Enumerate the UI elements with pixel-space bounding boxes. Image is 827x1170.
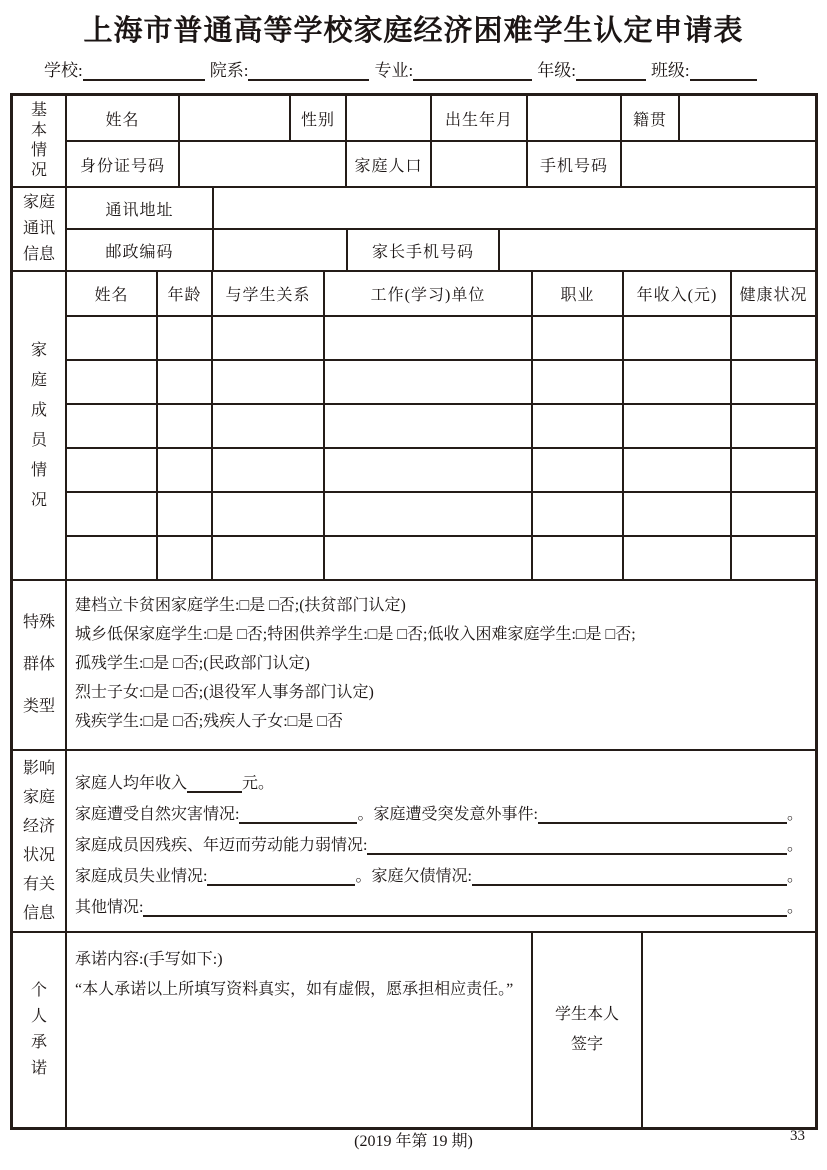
class-blank[interactable]	[690, 59, 757, 81]
economic-status-section	[13, 751, 815, 933]
special-type-line-poverty-registered[interactable]: 建档立卡贫困家庭学生:□是 □否;(扶贫部门认定)	[75, 597, 406, 614]
personal-pledge-section-label: 个人承诺	[13, 933, 67, 1127]
family-size-label: 家庭人口	[347, 142, 432, 186]
grade-field	[537, 56, 646, 83]
member-health-cell[interactable]	[732, 405, 815, 447]
pledge-intro: 承诺内容:(手写如下:)	[75, 951, 223, 968]
members-header-health: 健康状况	[739, 287, 808, 304]
name-label: 姓名	[67, 96, 180, 140]
disaster-accident-line	[75, 796, 803, 827]
disability-aging-blank[interactable]	[367, 834, 787, 855]
member-relation-cell[interactable]	[213, 317, 325, 359]
department-field	[210, 56, 370, 83]
member-relation-cell[interactable]	[213, 405, 325, 447]
member-health-cell[interactable]	[732, 537, 815, 579]
origin-label: 籍贯	[622, 96, 680, 140]
member-income-cell[interactable]	[624, 317, 732, 359]
student-signature-cell[interactable]	[643, 933, 815, 1127]
member-row-4	[67, 449, 815, 493]
member-age-cell[interactable]	[158, 493, 213, 535]
member-name-cell[interactable]	[67, 449, 158, 491]
member-income-cell[interactable]	[624, 361, 732, 403]
debt-label: 。家庭欠债情况:	[355, 868, 472, 885]
address-value-cell[interactable]	[214, 188, 815, 228]
disability-aging-line	[75, 827, 803, 858]
parent-mobile-value-cell[interactable]	[500, 230, 815, 270]
family-size-value-cell[interactable]	[432, 142, 528, 186]
pledge-content: “本人承诺以上所填写资料真实，如有虚假，愿承担相应责任。”	[75, 981, 514, 998]
other-line-period: 。	[786, 899, 803, 916]
member-occupation-cell[interactable]	[533, 361, 624, 403]
origin-value-cell[interactable]	[680, 96, 815, 140]
per-capita-income-blank[interactable]	[187, 772, 242, 793]
page-number: 33	[790, 1128, 805, 1144]
special-type-line-disabled-student[interactable]: 残疾学生:□是 □否;残疾人子女:□是 □否	[75, 713, 343, 730]
class-field	[651, 56, 757, 83]
gender-value-cell[interactable]	[347, 96, 432, 140]
gender-label: 性别	[291, 96, 347, 140]
members-header-row	[67, 272, 815, 317]
grade-blank[interactable]	[576, 59, 646, 81]
department-blank[interactable]	[248, 59, 369, 81]
family-members-section-label: 家庭成员情况	[13, 272, 67, 579]
debt-line-period: 。	[786, 868, 803, 885]
member-occupation-cell[interactable]	[533, 449, 624, 491]
basic-info-section-label: 基本情况	[13, 96, 67, 186]
special-group-section	[13, 581, 815, 751]
member-income-cell[interactable]	[624, 449, 732, 491]
major-label: 专业:	[374, 61, 414, 80]
class-label: 班级:	[650, 61, 690, 80]
member-relation-cell[interactable]	[213, 449, 325, 491]
members-header-name: 姓名	[67, 272, 158, 315]
member-age-cell[interactable]	[158, 361, 213, 403]
contact-row-1	[67, 188, 815, 230]
department-label: 院系:	[209, 61, 249, 80]
accident-blank[interactable]	[538, 803, 787, 824]
basic-row-2	[67, 142, 815, 186]
disability-line-period: 。	[786, 837, 803, 854]
member-name-cell[interactable]	[67, 493, 158, 535]
contact-row-2	[67, 230, 815, 270]
unemployment-debt-line	[75, 858, 803, 889]
natural-disaster-blank[interactable]	[239, 803, 357, 824]
postal-code-value-cell[interactable]	[214, 230, 348, 270]
member-health-cell[interactable]	[732, 449, 815, 491]
personal-pledge-section	[13, 933, 815, 1127]
per-capita-income-unit: 元。	[242, 775, 275, 792]
member-relation-cell[interactable]	[213, 361, 325, 403]
other-situation-blank[interactable]	[143, 896, 787, 917]
unemployment-label: 家庭成员失业情况:	[75, 868, 208, 885]
signer-label: 学生本人签字	[554, 1006, 619, 1053]
member-row-1	[67, 317, 815, 361]
unemployment-blank[interactable]	[207, 865, 355, 886]
member-name-cell[interactable]	[67, 537, 158, 579]
grade-label: 年级:	[537, 61, 576, 80]
family-contact-section-label: 家庭通讯信息	[13, 188, 67, 270]
special-type-line-orphaned-disabled[interactable]: 孤残学生:□是 □否;(民政部门认定)	[75, 655, 310, 672]
major-field	[374, 56, 532, 83]
member-row-6	[67, 537, 815, 579]
member-occupation-cell[interactable]	[533, 405, 624, 447]
member-age-cell[interactable]	[158, 537, 213, 579]
issue-info: (2019 年第 19 期)	[354, 1133, 473, 1150]
member-workunit-cell[interactable]	[325, 449, 533, 491]
birth-value-cell[interactable]	[528, 96, 622, 140]
address-label: 通讯地址	[67, 188, 214, 228]
school-label: 学校:	[44, 61, 83, 80]
member-relation-cell[interactable]	[213, 493, 325, 535]
special-group-section-label: 特殊群体类型	[13, 581, 67, 749]
pledge-text-cell	[67, 933, 533, 1127]
members-header-relation: 与学生关系	[213, 272, 325, 315]
special-type-line-martyr-children[interactable]: 烈士子女:□是 □否;(退役军人事务部门认定)	[75, 684, 374, 701]
member-name-cell[interactable]	[67, 361, 158, 403]
per-capita-income-label: 家庭人均年收入	[75, 775, 188, 792]
basic-row-1	[67, 96, 815, 142]
economic-status-section-label: 影响家庭经济状况有关信息	[13, 751, 67, 931]
member-name-cell[interactable]	[67, 405, 158, 447]
members-header-occupation: 职业	[533, 272, 624, 315]
debt-blank[interactable]	[472, 865, 787, 886]
member-income-cell[interactable]	[624, 537, 732, 579]
natural-disaster-label: 家庭遭受自然灾害情况:	[75, 806, 240, 823]
member-workunit-cell[interactable]	[325, 361, 533, 403]
id-number-label: 身份证号码	[67, 142, 180, 186]
header-fields	[44, 56, 797, 83]
member-health-cell[interactable]	[732, 317, 815, 359]
school-blank[interactable]	[83, 59, 205, 81]
parent-mobile-label: 家长手机号码	[348, 230, 500, 270]
member-health-cell[interactable]	[732, 493, 815, 535]
member-age-cell[interactable]	[158, 317, 213, 359]
member-occupation-cell[interactable]	[533, 317, 624, 359]
other-situation-line	[75, 889, 803, 920]
member-workunit-cell[interactable]	[325, 317, 533, 359]
disability-aging-label: 家庭成员因残疾、年迈而劳动能力弱情况:	[75, 837, 368, 854]
disaster-line-period: 。	[786, 806, 803, 823]
member-age-cell[interactable]	[158, 449, 213, 491]
basic-info-section	[13, 96, 815, 188]
postal-code-label: 邮政编码	[67, 230, 214, 270]
name-value-cell[interactable]	[180, 96, 291, 140]
application-table	[10, 93, 818, 1130]
member-income-cell[interactable]	[624, 405, 732, 447]
member-workunit-cell[interactable]	[325, 493, 533, 535]
member-income-cell[interactable]	[624, 493, 732, 535]
member-name-cell[interactable]	[67, 317, 158, 359]
special-type-line-subsistence-allowance[interactable]: 城乡低保家庭学生:□是 □否;特困供养学生:□是 □否;低收入困难家庭学生:□是 □否;	[75, 626, 636, 643]
accident-label: 。家庭遭受突发意外事件:	[357, 806, 538, 823]
member-row-5	[67, 493, 815, 537]
member-row-2	[67, 361, 815, 405]
family-contact-section	[13, 188, 815, 272]
member-occupation-cell[interactable]	[533, 493, 624, 535]
other-situation-label: 其他情况:	[75, 899, 144, 916]
per-capita-income-line	[75, 765, 803, 796]
member-age-cell[interactable]	[158, 405, 213, 447]
birth-label: 出生年月	[432, 96, 528, 140]
members-header-age: 年龄	[158, 272, 213, 315]
member-relation-cell[interactable]	[213, 537, 325, 579]
member-health-cell[interactable]	[732, 361, 815, 403]
members-header-workunit: 工作(学习)单位	[325, 272, 533, 315]
form-title: 上海市普通高等学校家庭经济困难学生认定申请表	[83, 15, 744, 47]
member-row-3	[67, 405, 815, 449]
members-header-income: 年收入(元)	[624, 272, 732, 315]
member-workunit-cell[interactable]	[325, 537, 533, 579]
family-members-section	[13, 272, 815, 581]
signer-label-cell	[533, 933, 643, 1127]
id-number-value-cell[interactable]	[180, 142, 347, 186]
mobile-value-cell[interactable]	[622, 142, 815, 186]
school-field	[44, 56, 205, 83]
major-blank[interactable]	[413, 59, 532, 81]
mobile-label: 手机号码	[528, 142, 622, 186]
member-occupation-cell[interactable]	[533, 537, 624, 579]
member-workunit-cell[interactable]	[325, 405, 533, 447]
